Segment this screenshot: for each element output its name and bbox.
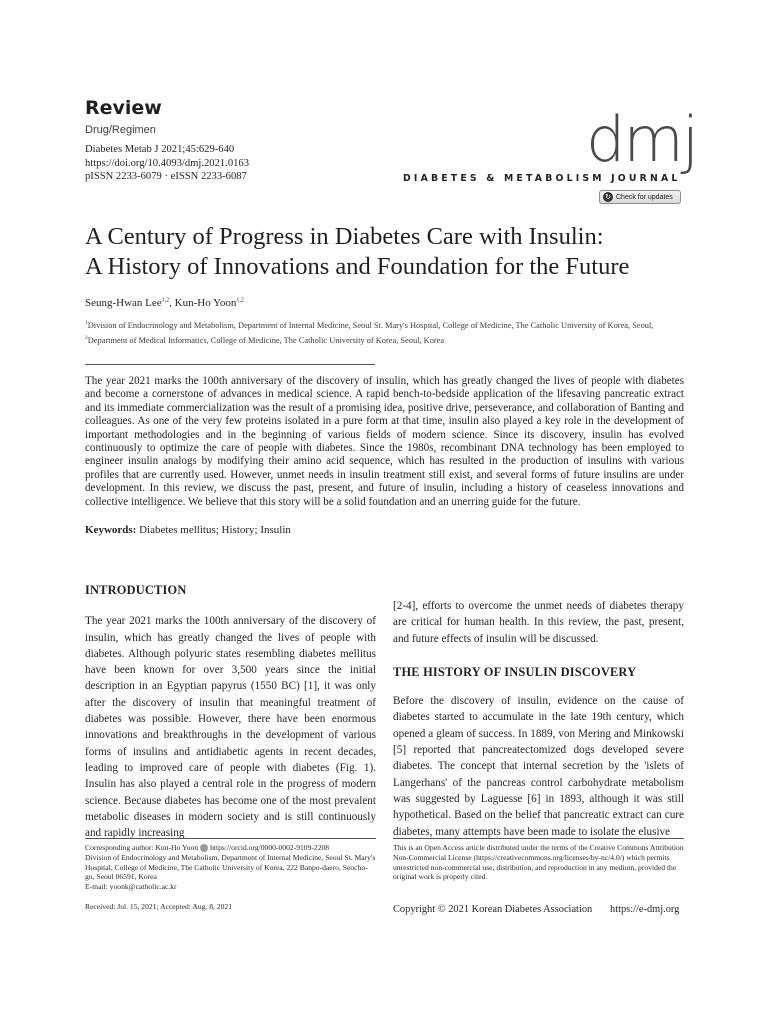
footnote-divider-left — [85, 838, 376, 839]
author-1: Seung-Hwan Lee — [85, 297, 162, 309]
corresponding-author-name: Corresponding author: Kun-Ho Yoon — [85, 843, 199, 852]
issn: pISSN 2233-6079 · eISSN 2233-6087 — [85, 171, 247, 182]
right-column — [393, 598, 684, 840]
title-line-2: A History of Innovations and Foundation for the Future — [85, 253, 630, 280]
introduction-continued: [2-4], efforts to overcome the unmet needs of diabetes therapy are critical for human health. In this review, the past, present, and future effects of insulin will be discussed. — [393, 600, 684, 645]
history-text: Before the discovery of insulin, evidence on the cause of diabetes started to accumulate in the late 19th century, which opened a gleam of success. In 1889, von Mering and Minkowski [5] reported that pancreatectomized dogs developed severe diabetes. The concept that internal secretion by the 'islets of Langerhans' of the pancreas control carbohydrate metabolism was suggested by Laguesse [6] in 1893, although it was still hypothetical. Based on the belief that pancreatic extract can cure diabetes, many attempts have been made to isolate the elusive — [393, 695, 684, 838]
author-2: Kun-Ho Yoon — [174, 297, 237, 309]
keywords-label: Keywords: — [85, 524, 137, 536]
affiliation-1-text: Division of Endocrinology and Metabolism, Department of Internal Medicine, Seoul St. Mary's Hospital, College of Medicine, The Catholic University of Korea, Seoul, — [87, 320, 654, 330]
corresponding-author — [85, 843, 376, 853]
check-updates-label: Check for updates — [616, 193, 673, 201]
affiliation-2-num: 2 — [85, 334, 88, 341]
article-title — [85, 222, 705, 282]
check-for-updates-button[interactable] — [599, 190, 681, 204]
affiliation-2-text: Department of Medical Informatics, College of Medicine, The Catholic University of Korea, Seoul, Korea — [87, 335, 445, 345]
received-dates: Received: Jul. 15, 2021; Accepted: Aug. 8, 2021 — [85, 901, 232, 911]
keywords-list: Diabetes mellitus; History; Insulin — [139, 524, 291, 536]
affiliation-1-num: 1 — [85, 320, 88, 326]
orcid-icon[interactable] — [200, 844, 208, 852]
affiliation-1 — [85, 318, 675, 331]
citation: Diabetes Metab J 2021;45:629-640 — [85, 144, 235, 155]
journal-logo: dmj — [586, 103, 697, 176]
article-header — [85, 96, 445, 184]
article-category: Drug/Regimen — [85, 124, 156, 136]
left-column — [85, 582, 376, 841]
author-1-affil: 1,2 — [161, 297, 170, 304]
copyright: Copyright © 2021 Korean Diabetes Association — [393, 904, 593, 915]
check-updates-icon: ↻ — [603, 192, 613, 202]
orcid-link[interactable]: https://orcid.org/0000-0002-9109-2208 — [210, 843, 330, 852]
corresponding-author-note — [85, 843, 376, 912]
affiliation-divider — [85, 364, 375, 365]
title-line-1: A Century of Progress in Diabetes Care with Insulin: — [85, 223, 604, 250]
introduction-text: The year 2021 marks the 100th anniversary of the discovery of insulin, which has greatly changed the lives of people with diabetes. Although polyuric states resembling diabetes mellitus have been known for over 3,500 years since the initial description in an Egyptian papyrus (1550 BC) [1], it was only after the discovery of insulin that meaningful treatment of diabetes was possible. However, there have been enormous innovations and breakthroughs in the development of various forms of insulins and antidiabetic agents in recent decades, leading to improved care of people with diabetes (Fig. 1). Insulin has also played a central role in the progress of modern science. Because diabetes has become one of the most prevalent metabolic diseases in modern society and is still continuously and rapidly increasing — [85, 615, 376, 840]
author-separator: , — [169, 297, 175, 309]
introduction-heading: INTRODUCTION — [85, 583, 187, 597]
history-heading: THE HISTORY OF INSULIN DISCOVERY — [393, 664, 637, 679]
footnote-divider-right — [393, 838, 684, 839]
journal-name: DIABETES & METABOLISM JOURNAL — [403, 173, 681, 184]
citation-block — [85, 143, 445, 184]
author-2-affil: 1,2 — [236, 297, 244, 304]
doi-link[interactable]: https://doi.org/10.4093/dmj.2021.0163 — [85, 157, 250, 169]
keywords — [85, 524, 291, 536]
corresponding-address: Division of Endocrinology and Metabolism, Department of Internal Medicine, Seoul St. Mary's Hospital, College of Medicine, The Catholic University of Korea, 222 Banpo-daero, Seocho-gu, Seoul 06591, Korea — [85, 852, 376, 882]
abstract: The year 2021 marks the 100th anniversary of the discovery of insulin, which has greatly changed the lives of people with diabetes and become a cornerstone of advances in medical science. A rapid bench-to-bedside application of the lifesaving pancreatic extract and its immediate commercialization was the result of a promising idea, positive drive, perseverance, and collaboration of Banting and colleagues. As one of the very few proteins isolated in a pure form at that time, insulin also played a key role in the development of important methodologies and in the beginning of various fields of modern science. Since its discovery, insulin has evolved continuously to optimize the care of people with diabetes. Since the 1980s, recombinant DNA technology has been employed to engineer insulin analogs by modifying their amino acid sequence, which has resulted in the production of insulins with various profiles that are currently used. However, unmet needs in insulin treatment still exist, and several forms of future insulins are under development. In this review, we discuss the past, present, and future of insulin, including a history of ceaseless innovations and collective intelligence. We believe that this story will be a solid foundation and an unerring guide for the future. — [85, 375, 684, 508]
affiliation-2 — [85, 333, 675, 346]
corresponding-email[interactable]: E-mail: yoonk@catholic.ac.kr — [85, 882, 177, 892]
journal-site-link[interactable]: https://e-dmj.org — [610, 904, 680, 915]
affiliations — [85, 318, 675, 348]
license-note: This is an Open Access article distributed under the terms of the Creative Commons Attribution Non-Commercial License (https://creativecommons.org/licenses/by-nc/4.0/) which permits unrestricted non-commercial use, distribution, and reproduction in any medium, provided the original work is properly cited. — [393, 843, 684, 882]
author-list — [85, 297, 244, 309]
article-type: Review — [85, 97, 162, 119]
